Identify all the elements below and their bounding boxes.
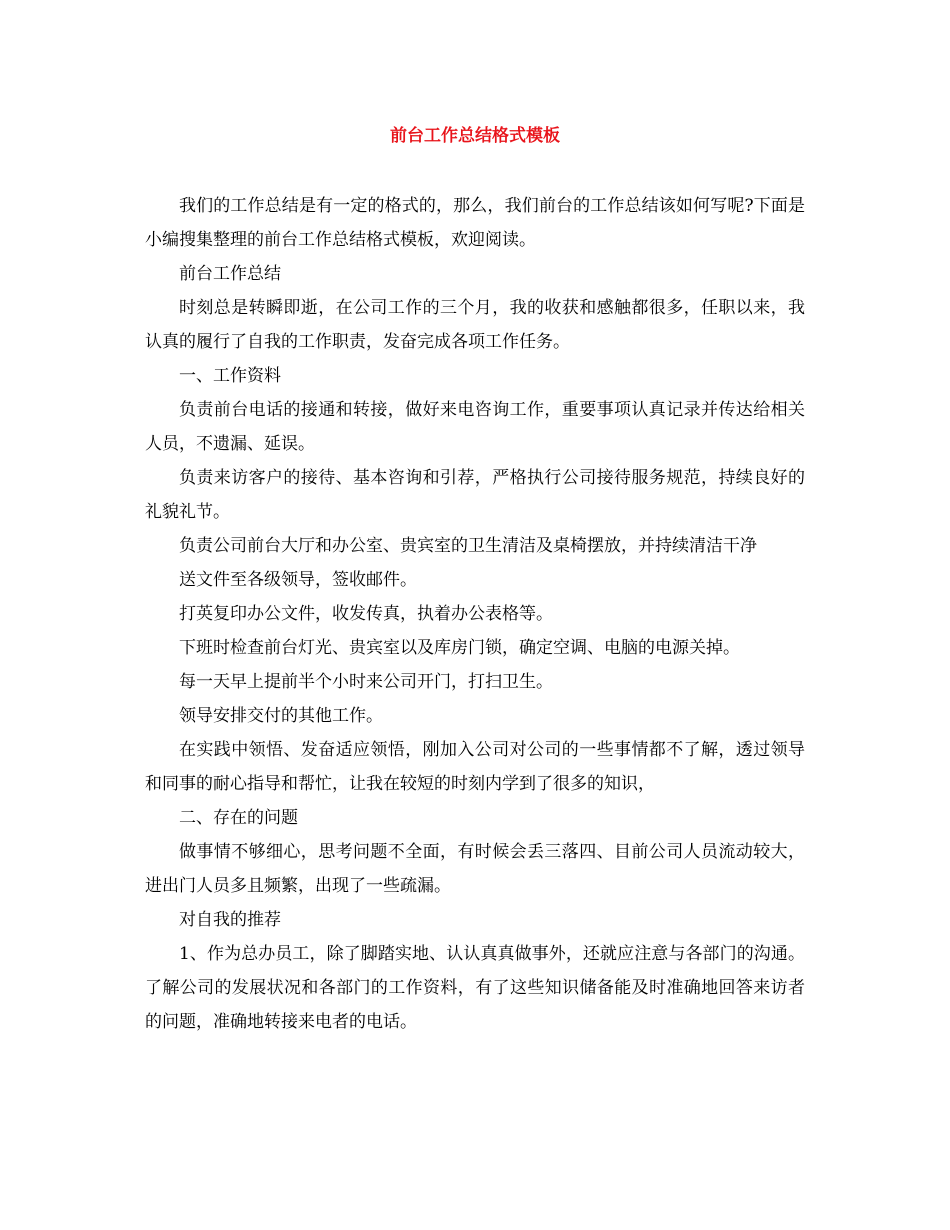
paragraph-overview: 时刻总是转瞬即逝，在公司工作的三个月，我的收获和感触都很多，任职以来，我认真的履行了自我的工作职责，发奋完成各项工作任务。	[145, 298, 805, 352]
paragraph-duty-opening: 每一天早上提前半个小时来公司开门，打扫卫生。	[179, 672, 553, 692]
section-heading-recommendations: 对自我的推荐	[179, 910, 281, 930]
paragraph-learning: 在实践中领悟、发奋适应领悟，刚加入公司对公司的一些事情都不了解，透过领导和同事的耐心指导和帮忙，让我在较短的时刻内学到了很多的知识，	[145, 740, 805, 794]
document-body	[145, 189, 805, 1039]
section-heading-summary: 前台工作总结	[179, 264, 281, 284]
section-heading-work-content: 一、工作资料	[179, 366, 281, 386]
paragraph-duty-phone: 负责前台电话的接通和转接，做好来电咨询工作，重要事项认真记录并传达给相关人员，不遗漏、延误。	[145, 400, 805, 454]
paragraph-duty-closing: 下班时检查前台灯光、贵宾室以及库房门锁，确定空调、电脑的电源关掉。	[179, 638, 740, 658]
paragraph-duty-copying: 打英复印办公文件，收发传真，执着办公表格等。	[179, 604, 553, 624]
paragraph-intro: 我们的工作总结是有一定的格式的，那么，我们前台的工作总结该如何写呢?下面是小编搜集整理的前台工作总结格式模板，欢迎阅读。	[145, 196, 805, 250]
document-title: 前台工作总结格式模板	[390, 126, 560, 146]
paragraph-problems: 做事情不够细心，思考问题不全面，有时候会丢三落四、目前公司人员流动较大，进出门人员多且频繁，出现了一些疏漏。	[145, 842, 805, 896]
paragraph-recommendation-1: 1、作为总办员工，除了脚踏实地、认认真真做事外，还就应注意与各部门的沟通。了解公司的发展状况和各部门的工作资料，有了这些知识储备能及时准确地回答来访者的问题，准确地转接来电者的电话。	[145, 944, 805, 1032]
paragraph-duty-documents: 送文件至各级领导，签收邮件。	[179, 570, 417, 590]
paragraph-duty-other: 领导安排交付的其他工作。	[179, 706, 383, 726]
section-heading-problems: 二、存在的问题	[179, 808, 298, 828]
paragraph-duty-visitors: 负责来访客户的接待、基本咨询和引荐，严格执行公司接待服务规范，持续良好的礼貌礼节。	[145, 468, 805, 522]
paragraph-duty-cleaning: 负责公司前台大厅和办公室、贵宾室的卫生清洁及桌椅摆放，并持续清洁干净	[179, 536, 757, 556]
